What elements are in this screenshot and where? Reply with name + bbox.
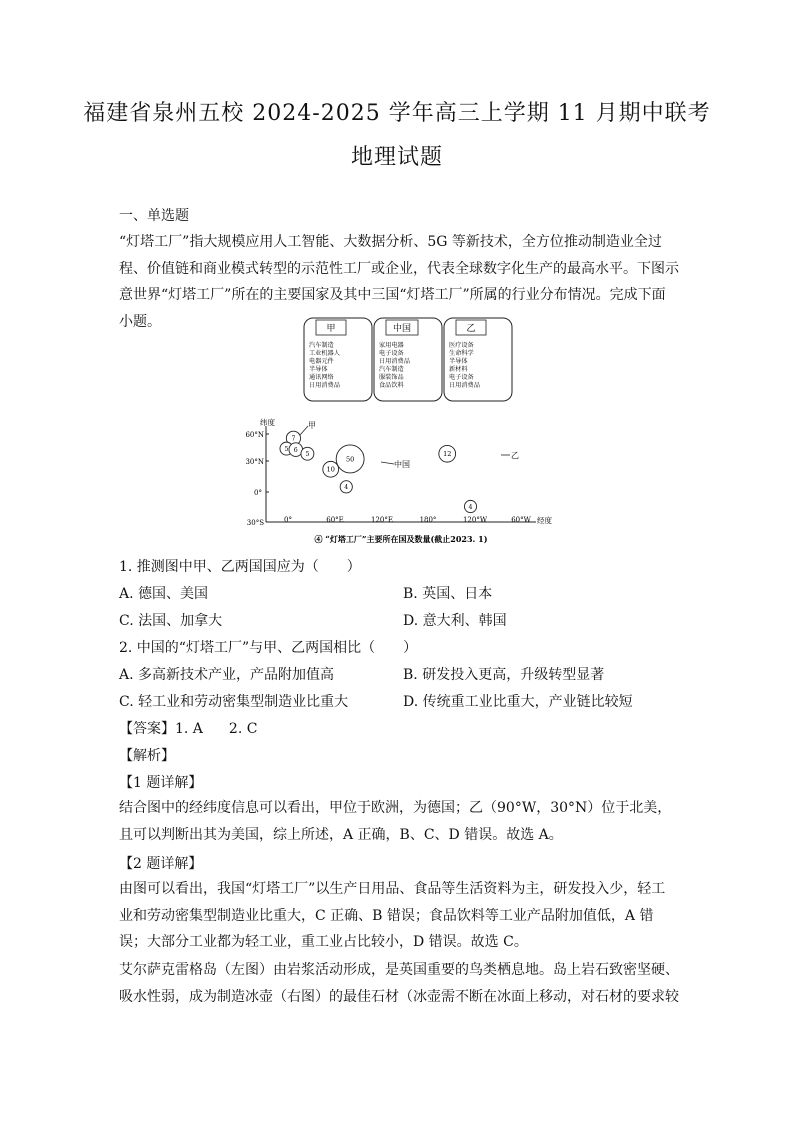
- box-item: 日用消费品: [309, 382, 340, 389]
- box-item: 半导体: [309, 366, 328, 373]
- bubble-layer: [280, 431, 477, 512]
- box-item: 汽车制造: [379, 366, 404, 373]
- box-item: 半导体: [449, 358, 468, 365]
- answer-line: [119, 718, 283, 738]
- callout-jia: [300, 421, 316, 435]
- box-title: 甲: [326, 324, 336, 334]
- box-item: 生命科学: [449, 350, 474, 357]
- industry-box-yi: [444, 318, 512, 401]
- answer-label: 【答案】: [119, 721, 175, 737]
- box-item: 日用消费品: [449, 382, 480, 389]
- y-tick-label: 0°: [254, 489, 262, 497]
- figure-caption: ④ “灯塔工厂”主要所在国及数量(截止2023. 1): [314, 534, 488, 544]
- page-title: 福建省泉州五校 2024-2025 学年高三上学期 11 月期中联考: [83, 101, 711, 126]
- bubble-label: 4: [468, 503, 473, 511]
- y-ticks: [245, 431, 269, 527]
- bubble-label: 7: [291, 435, 296, 443]
- answer-2: 2. C: [228, 721, 258, 737]
- intro-paragraph: “灯塔工厂”指大规模应用人工智能、大数据分析、5G 等新技术，全方位推动制造业全过程、价值链和商业模式转型的示范性工厂或企业，代表全球数字化生产的最高水平。下图示意世界“灯塔工厂”所在的主要国家及其中三国“灯塔工厂”所属的行业分布情况。完成下面小题。: [119, 234, 679, 330]
- callout-label: 甲: [308, 421, 316, 430]
- x-tick-label: 120°W: [462, 516, 488, 524]
- q2-detail-label: 【2 题详解】: [119, 856, 203, 872]
- x-axis-title: 经度: [537, 516, 552, 525]
- box-item: 电子设备: [379, 350, 404, 357]
- q2-option-c[interactable]: C. 轻工业和劳动密集型制造业比重大: [119, 694, 349, 710]
- y-tick-label: 30°S: [246, 519, 264, 527]
- callout-yi: [501, 451, 519, 460]
- q2-detail-text: 由图可以看出，我国“灯塔工厂”以生产日用品、食品等生活资料为主，研发投入少，轻工业和劳动密集型制造业比重大，C 正确、B 错误；食品饮料等工业产品附加值低，A 错误；大部分工业都为轻工业，重工业占比较小，D 错误。故选 C。: [119, 881, 666, 950]
- bubble-label: 5: [305, 451, 310, 459]
- industry-box-china: [374, 318, 442, 401]
- y-axis-title: 纬度: [260, 418, 275, 427]
- y-tick-label: 60°N: [245, 431, 264, 439]
- lighthouse-factory-figure: [236, 314, 566, 546]
- box-title: 中国: [392, 324, 412, 334]
- callout-label: 中国: [394, 460, 410, 469]
- question-2-stem: 2. 中国的“灯塔工厂”与甲、乙两国相比（ ）: [119, 640, 418, 656]
- x-tick-label: 60°W: [511, 516, 531, 524]
- q2-option-a[interactable]: A. 多高新技术产业，产品附加值高: [119, 667, 335, 683]
- x-tick-label: 60°E: [326, 516, 344, 524]
- section-heading: 一、单选题: [119, 208, 189, 224]
- q1-option-a[interactable]: A. 德国、美国: [119, 586, 209, 602]
- box-item: 通讯网络: [309, 374, 334, 381]
- box-item: 家用电器: [379, 342, 404, 349]
- x-tick-label: 0°: [284, 516, 292, 524]
- q2-option-d[interactable]: D. 传统重工业比重大，产业链比较短: [403, 694, 633, 710]
- bubble-label: 12: [443, 450, 452, 459]
- x-tick-label: 120°E: [371, 516, 393, 524]
- box-item: 服装饰品: [379, 374, 404, 381]
- box-item: 日用消费品: [379, 358, 410, 365]
- q2-option-b[interactable]: B. 研发投入更高，升级转型显著: [403, 667, 605, 683]
- analysis-label: 【解析】: [119, 748, 175, 764]
- bubble-label: 4: [344, 484, 349, 492]
- industry-box-jia: [304, 318, 372, 401]
- box-item: 电子设备: [449, 374, 474, 381]
- x-ticks: [284, 516, 532, 524]
- q1-option-d[interactable]: D. 意大利、韩国: [403, 613, 507, 629]
- answer-1: 1. A: [175, 721, 203, 737]
- bubble-label: 5: [284, 446, 289, 453]
- box-item: 电器元件: [309, 358, 334, 365]
- q1-option-b[interactable]: B. 英国、日本: [403, 586, 493, 602]
- q1-detail-label: 【1 题详解】: [119, 775, 203, 791]
- box-item: 食品饮料: [379, 382, 404, 389]
- callout-china: [381, 459, 410, 469]
- box-title: 乙: [466, 324, 476, 334]
- box-item: 工业机器人: [309, 350, 340, 357]
- box-item: 医疗设备: [449, 342, 474, 349]
- bubble-label: 10: [326, 465, 335, 474]
- next-passage-text: 艾尔萨克雷格岛（左图）由岩浆活动形成，是英国重要的鸟类栖息地。岛上岩石致密坚硬、吸水性弱，成为制造冰壶（右图）的最佳石材（冰壶需不断在冰面上移动，对石材的要求较: [119, 962, 679, 1005]
- q1-detail-text: 结合图中的经纬度信息可以看出，甲位于欧洲，为德国；乙（90°W，30°N）位于北美，且可以判断出其为美国，综上所述，A 正确，B、C、D 错误。故选 A。: [119, 800, 672, 843]
- bubble-label: 50: [345, 455, 355, 464]
- box-item: 汽车制造: [309, 342, 334, 349]
- q1-option-c[interactable]: C. 法国、加拿大: [119, 613, 223, 629]
- question-1-stem: 1. 推测图中甲、乙两国国应为（ ）: [119, 559, 361, 575]
- page-subtitle: 地理试题: [350, 145, 443, 170]
- bubble-label: 6: [293, 447, 298, 455]
- y-tick-label: 30°N: [245, 458, 264, 466]
- x-tick-label: 180°: [419, 516, 437, 524]
- box-item: 新材料: [449, 366, 468, 373]
- callout-label: 乙: [511, 451, 519, 460]
